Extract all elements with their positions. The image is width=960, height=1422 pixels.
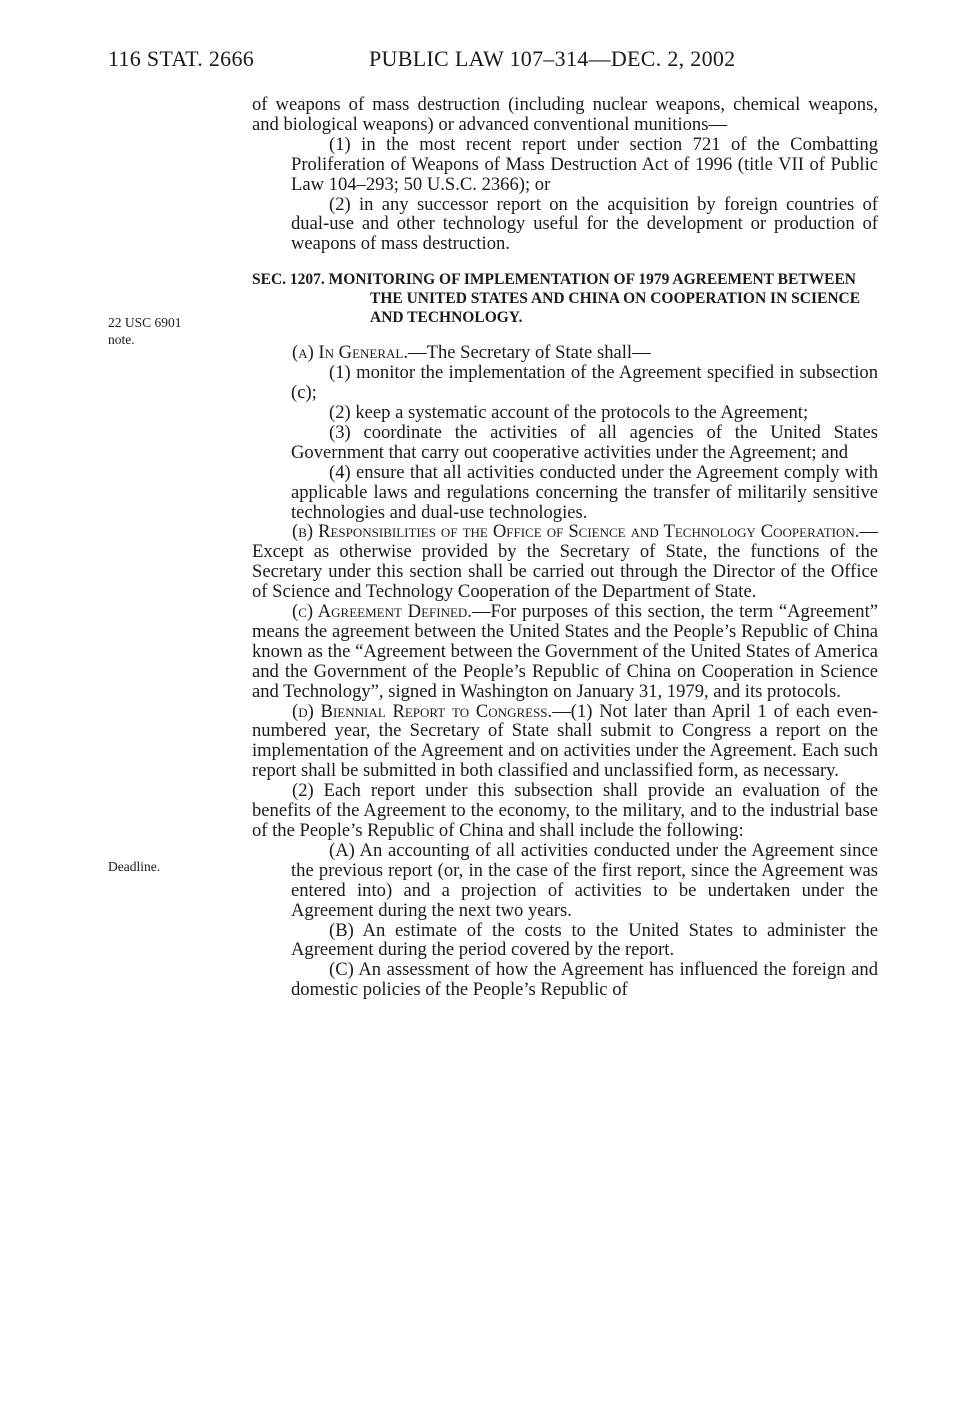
- subsection-a-1: (1) monitor the implementation of the Agreement specified in subsection (c);: [291, 362, 878, 404]
- subsection-a-4: (4) ensure that all activities conducted under the Agreement comply with applicable laws and regulations concerning the transfer of militarily sensitive technologies and dual-use technologies.: [291, 461, 878, 523]
- usc-margin-note: [108, 314, 182, 348]
- subsection-a-label: (a) In General.: [292, 342, 408, 364]
- subsection-c-text: —For purposes of this section, the term “Agreement” means the agreement between the United States and the People’s Republic of China known as the “Agreement between the Government of the United States of America and the Government of the People’s Republic of China on Cooperation in Science and Technology”, signed in Washington on January 31, 1979, and its protocols.: [252, 601, 878, 702]
- intro-paragraph: of weapons of mass destruction (including nuclear weapons, chemical weapons, and biological weapons) or advanced conventional munitions—: [252, 94, 878, 135]
- section-1207-heading: [252, 270, 878, 327]
- subsection-b: [252, 522, 878, 602]
- section-heading-text: SEC. 1207. MONITORING OF IMPLEMENTATION OF 1979 AGREEMENT BETWEEN THE UNITED STATES AND CHINA ON COOPERATION IN SCIENCE AND TECHNOLOGY.: [252, 271, 861, 327]
- subsection-a-text: —The Secretary of State shall—: [408, 342, 651, 364]
- subsection-a: [252, 343, 878, 363]
- subsection-d-label: (d) Biennial Report to Congress.: [292, 700, 553, 722]
- document-body: [252, 95, 878, 1000]
- paragraph-2: (2) in any successor report on the acquisition by foreign countries of dual-use and other technology useful for the development or production of weapons of mass destruction.: [291, 193, 878, 255]
- stat-page-number: 116 STAT. 2666: [108, 46, 255, 71]
- subsection-a-2: (2) keep a systematic account of the protocols to the Agreement;: [329, 401, 809, 423]
- subsection-d: [252, 702, 878, 782]
- paragraph-1: (1) in the most recent report under section 721 of the Combatting Proliferation of Weapons of Mass Destruction Act of 1996 (title VII of Public Law 104–293; 50 U.S.C. 2366); or: [291, 133, 878, 195]
- subsection-b-text: —Except as otherwise provided by the Secretary of State, the functions of the Secretary under this section shall be carried out through the Director of the Office of Science and Technology Cooperation of the Department of State.: [252, 521, 878, 603]
- subsection-b-label: (b) Responsibilities of the Office of Science and Technology Cooperation.: [292, 521, 860, 543]
- subsection-c: [252, 602, 878, 702]
- subsection-d-2-C: (C) An assessment of how the Agreement has influenced the foreign and domestic policies of the People’s Republic of: [291, 959, 878, 1001]
- subsection-d-text: —(1) Not later than April 1 of each even-numbered year, the Secretary of State shall submit to Congress a report on the implementation of the Agreement and on activities under the Agreement. Each such report shall be submitted in both classified and unclassified form, as necessary.: [252, 700, 878, 782]
- subsection-d-2: (2) Each report under this subsection shall provide an evaluation of the benefits of the Agreement to the economy, to the military, and to the industrial base of the People’s Republic of China and shall include the following:: [252, 780, 878, 841]
- usc-note-label: note.: [108, 332, 135, 347]
- subsection-d-2-B: (B) An estimate of the costs to the United States to administer the Agreement during the period covered by the report.: [291, 919, 878, 961]
- deadline-margin-note: Deadline.: [108, 859, 161, 874]
- subsection-d-2-A: (A) An accounting of all activities conducted under the Agreement since the previous report (or, in the case of the first report, since the Agreement was entered into) and a projection of activities to be undertaken under the Agreement during the next two years.: [291, 839, 878, 921]
- subsection-a-3: (3) coordinate the activities of all agencies of the United States Government that carry out cooperative activities under the Agreement; and: [291, 421, 878, 463]
- subsection-c-label: (c) Agreement Defined.: [292, 601, 472, 623]
- public-law-header: PUBLIC LAW 107–314—DEC. 2, 2002: [369, 46, 736, 71]
- usc-citation: 22 USC 6901: [108, 315, 182, 330]
